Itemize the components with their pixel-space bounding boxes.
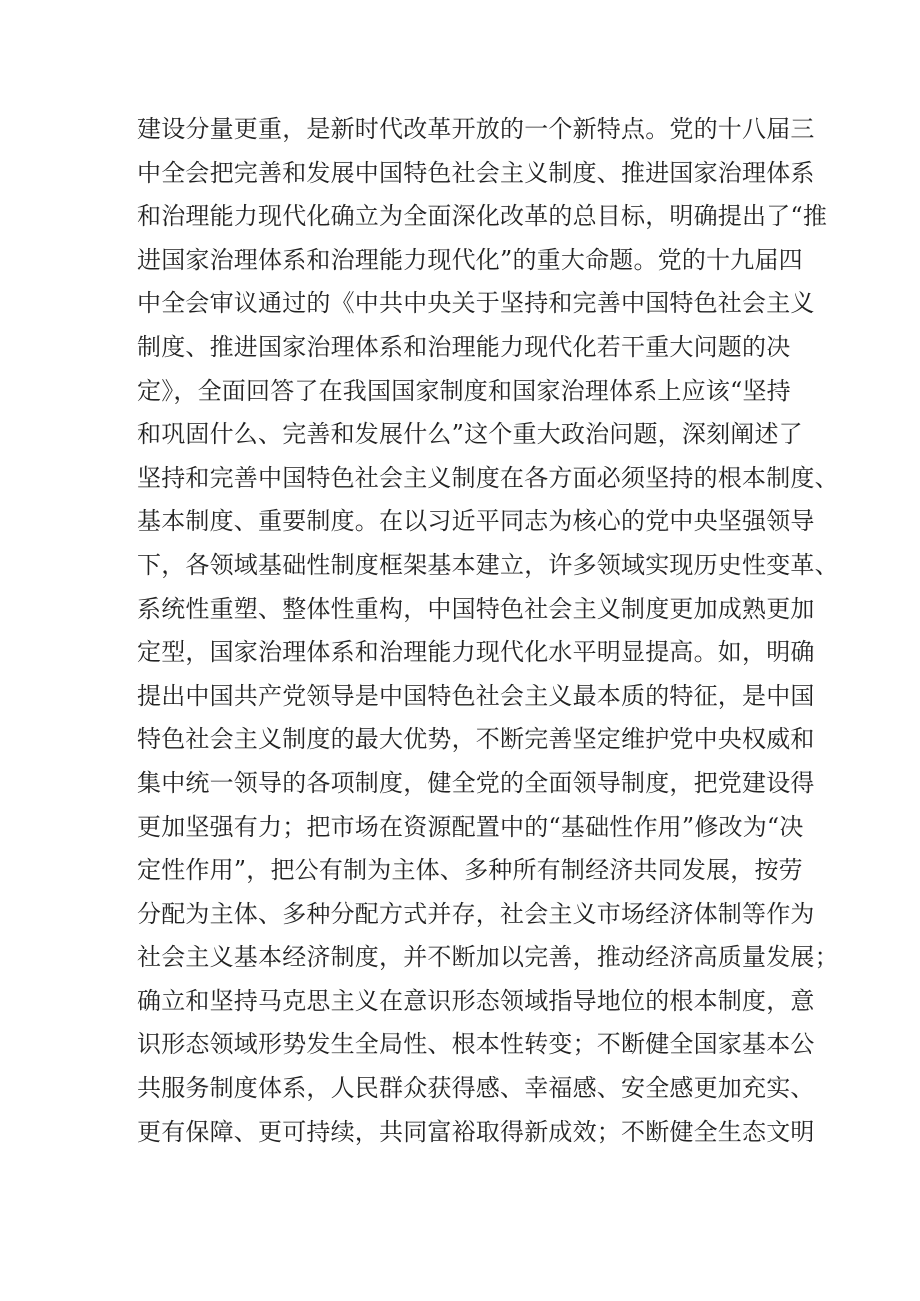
text-line: 中全会把完善和发展中国特色社会主义制度、推进国家治理体系 bbox=[137, 158, 815, 187]
text-line: 更有保障、更可持续，共同富裕取得新成效；不断健全生态文明 bbox=[137, 1117, 815, 1146]
text-line: 共服务制度体系，人民群众获得感、幸福感、安全感更加充实、 bbox=[137, 1074, 815, 1103]
text-line: 建设分量更重，是新时代改革开放的一个新特点。党的十八届三 bbox=[137, 115, 815, 143]
text-line: 社会主义基本经济制度，并不断加以完善，推动经济高质量发展； bbox=[137, 943, 839, 972]
text-line: 定性作用”，把公有制为主体、多种所有制经济共同发展，按劳 bbox=[137, 856, 803, 885]
text-line: 下，各领域基础性制度框架基本建立，许多领域实现历史性变革、 bbox=[137, 550, 839, 579]
text-line: 特色社会主义制度的最大优势，不断完善坚定维护党中央权威和 bbox=[137, 725, 815, 754]
text-line: 集中统一领导的各项制度，健全党的全面领导制度，把党建设得 bbox=[137, 768, 815, 797]
text-line: 和治理能力现代化确立为全面深化改革的总目标，明确提出了“推 bbox=[137, 202, 828, 231]
text-line: 确立和坚持马克思主义在意识形态领域指导地位的根本制度，意 bbox=[137, 986, 815, 1015]
body-paragraph bbox=[137, 108, 839, 1154]
text-line: 分配为主体、多种分配方式并存，社会主义市场经济体制等作为 bbox=[137, 899, 815, 928]
text-line: 更加坚强有力；把市场在资源配置中的“基础性作用”修改为“决 bbox=[137, 812, 804, 841]
text-line: 制度、推进国家治理体系和治理能力现代化若干重大问题的决 bbox=[137, 332, 791, 361]
text-line: 基本制度、重要制度。在以习近平同志为核心的党中央坚强领导 bbox=[137, 507, 815, 536]
text-line: 提出中国共产党领导是中国特色社会主义最本质的特征，是中国 bbox=[137, 681, 815, 710]
text-line: 定型，国家治理体系和治理能力现代化水平明显提高。如，明确 bbox=[137, 638, 815, 667]
text-line: 中全会审议通过的《中共中央关于坚持和完善中国特色社会主义 bbox=[137, 289, 815, 318]
text-line: 系统性重塑、整体性重构，中国特色社会主义制度更加成熟更加 bbox=[137, 594, 815, 623]
text-line: 进国家治理体系和治理能力现代化”的重大命题。党的十九届四 bbox=[137, 245, 803, 274]
text-line: 和巩固什么、完善和发展什么”这个重大政治问题，深刻阐述了 bbox=[137, 420, 803, 449]
text-line: 坚持和完善中国特色社会主义制度在各方面必须坚持的根本制度、 bbox=[137, 463, 839, 492]
text-line: 定》，全面回答了在我国国家制度和国家治理体系上应该“坚持 bbox=[137, 376, 791, 405]
text-line: 识形态领域形势发生全局性、根本性转变；不断健全国家基本公 bbox=[137, 1030, 815, 1059]
